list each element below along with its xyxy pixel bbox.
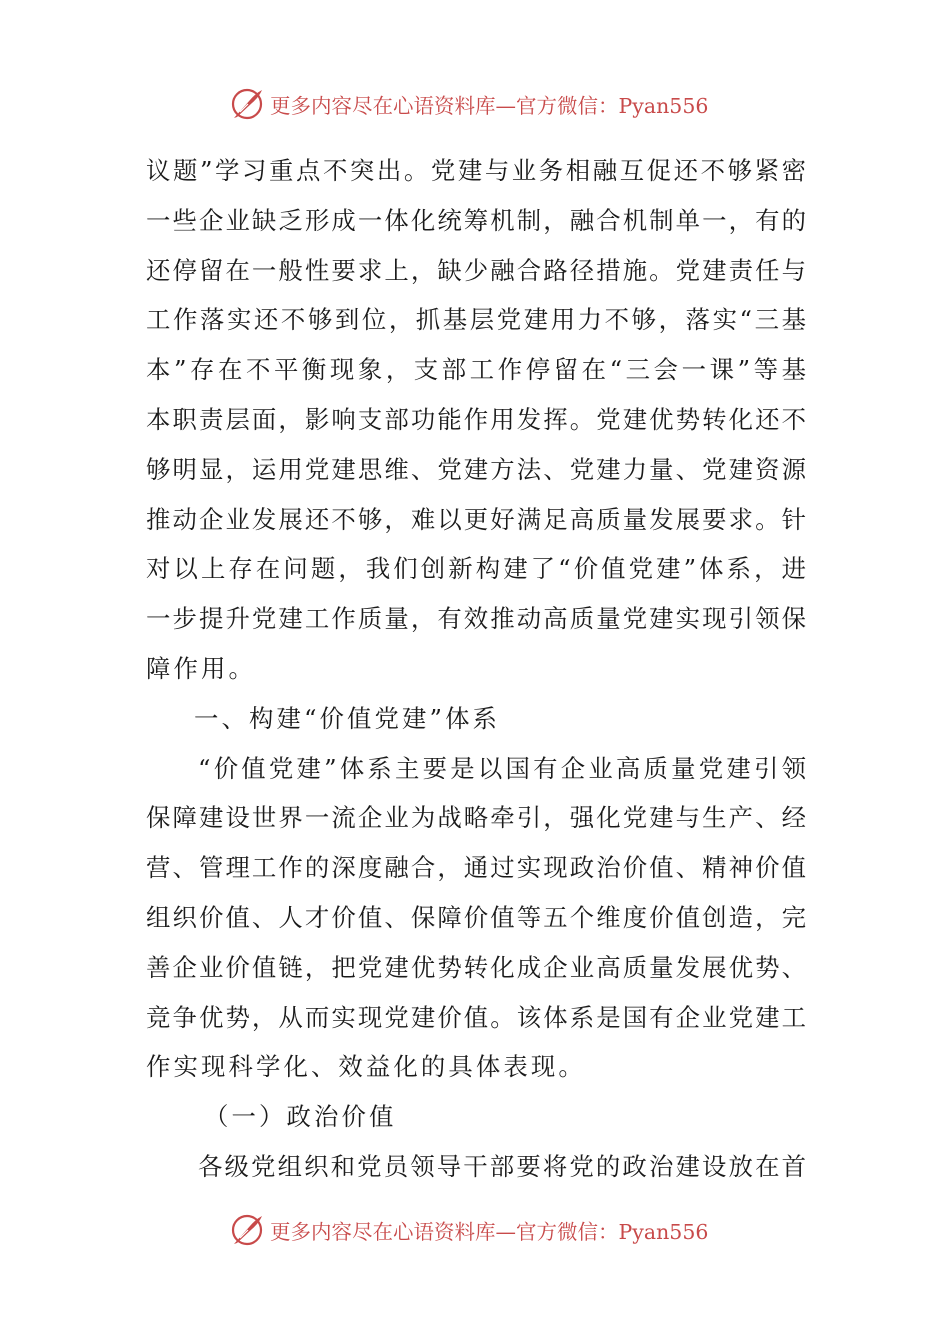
- text-line: 工作落实还不够到位，抓基层党建用力不够，落实“三基: [146, 305, 806, 335]
- footer-watermark: [228, 1210, 708, 1250]
- header-watermark: [228, 84, 708, 124]
- quill-pen-circle-icon: [228, 1211, 266, 1249]
- paragraph-first-line: 各级党组织和党员领导干部要将党的政治建设放在首: [198, 1151, 806, 1181]
- text-line: 本职责层面，影响支部功能作用发挥。党建优势转化还不: [146, 404, 806, 434]
- text-line: 对以上存在问题，我们创新构建了“价值党建”体系，进: [146, 554, 806, 584]
- text-line: 议题”学习重点不突出。党建与业务相融互促还不够紧密: [146, 156, 806, 185]
- document-body: [146, 146, 806, 1192]
- text-line: 组织价值、人才价值、保障价值等五个维度价值创造，完: [146, 902, 806, 932]
- quill-pen-circle-icon: [228, 85, 266, 123]
- watermark-text: 更多内容尽在心语资料库—官方微信：Pyan556: [270, 94, 709, 118]
- text-line: 保障建设世界一流企业为战略牵引，强化党建与生产、经: [146, 803, 806, 833]
- text-line: 营、管理工作的深度融合，通过实现政治价值、精神价值: [146, 853, 806, 883]
- text-line: 本”存在不平衡现象，支部工作停留在“三会一课”等基: [146, 355, 806, 385]
- watermark-text: 更多内容尽在心语资料库—官方微信：Pyan556: [270, 1220, 709, 1244]
- text-line: 一些企业缺乏形成一体化统筹机制，融合机制单一，有的: [146, 205, 806, 235]
- text-line: 障作用。: [146, 653, 256, 683]
- text-line: 还停留在一般性要求上，缺少融合路径措施。党建责任与: [146, 255, 806, 285]
- paragraph-first-line: “价值党建”体系主要是以国有企业高质量党建引领: [198, 753, 806, 783]
- subsection-heading: （一）政治价值: [204, 1102, 397, 1132]
- text-line: 够明显，运用党建思维、党建方法、党建力量、党建资源: [146, 454, 806, 484]
- text-line: 善企业价值链，把党建优势转化成企业高质量发展优势、: [146, 952, 806, 982]
- section-heading: 一、构建“价值党建”体系: [194, 703, 501, 733]
- text-line: 一步提升党建工作质量，有效推动高质量党建实现引领保: [146, 604, 806, 634]
- text-line: 推动企业发展还不够，难以更好满足高质量发展要求。针: [146, 504, 806, 534]
- text-line: 作实现科学化、效益化的具体表现。: [146, 1052, 586, 1082]
- text-line: 竞争优势，从而实现党建价值。该体系是国有企业党建工: [146, 1002, 806, 1032]
